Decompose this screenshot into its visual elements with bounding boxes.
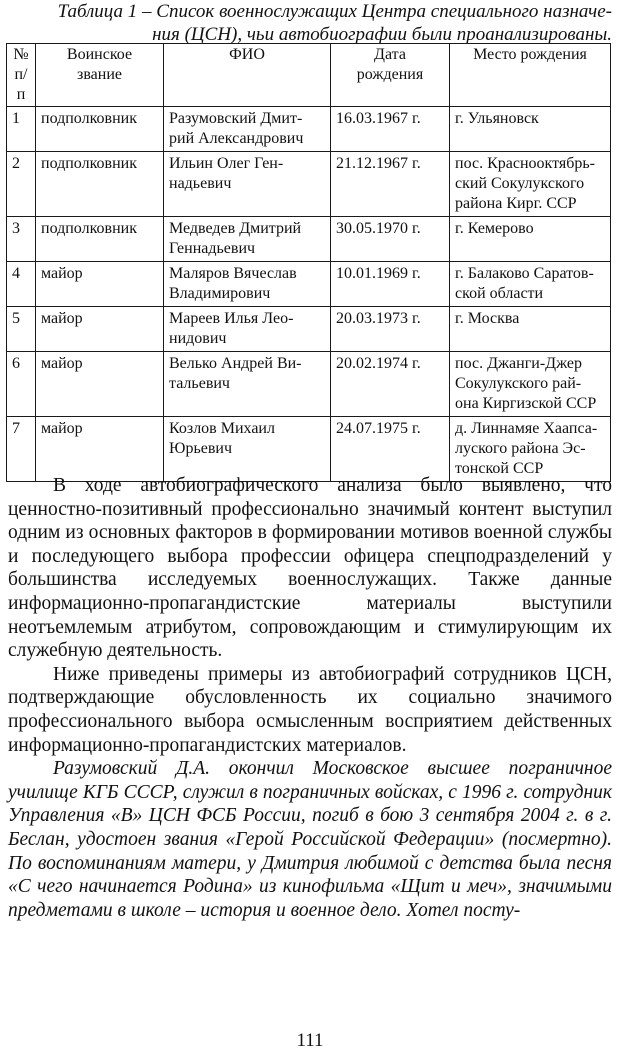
cell-rank: майор xyxy=(36,352,164,417)
cell-text: Геннадьевич xyxy=(169,240,256,257)
cell-birth-date: 20.03.1973 г. xyxy=(331,307,450,352)
cell-birth-date: 10.01.1969 г. xyxy=(331,262,450,307)
table-caption xyxy=(8,0,612,46)
page-number: 111 xyxy=(296,1030,324,1051)
cell-name xyxy=(164,152,331,217)
cell-rank: майор xyxy=(36,262,164,307)
header-text: ФИО xyxy=(229,46,265,63)
header-num xyxy=(7,44,36,107)
cell-text: ский Сокулукского xyxy=(455,175,585,192)
cell-rank: подполковник xyxy=(36,107,164,152)
servicemen-table xyxy=(6,43,611,482)
cell-text: она Киргизской ССР xyxy=(455,395,597,412)
table-row xyxy=(7,152,611,217)
cell-text: рий Александрович xyxy=(169,130,304,147)
cell-name xyxy=(164,217,331,262)
header-rank xyxy=(36,44,164,107)
cell-birth-date: 24.07.1975 г. xyxy=(331,417,450,482)
cell-text: района Кирг. ССР xyxy=(455,195,577,212)
caption-line: ния (ЦСН), чьи автобиографии были проанализированы. xyxy=(152,24,612,45)
cell-text: Юрьевич xyxy=(169,440,233,457)
cell-text: нидович xyxy=(169,330,227,347)
header-text: № xyxy=(13,46,29,63)
cell-birth-date: 30.05.1970 г. xyxy=(331,217,450,262)
cell-num: 6 xyxy=(7,352,36,417)
cell-birth-place xyxy=(450,417,611,482)
header-text: рождения xyxy=(356,66,424,83)
cell-rank: майор xyxy=(36,417,164,482)
table-row xyxy=(7,352,611,417)
cell-rank: подполковник xyxy=(36,217,164,262)
cell-text: Мареев Илья Лео- xyxy=(169,310,294,327)
cell-birth-place xyxy=(450,107,611,152)
cell-num: 2 xyxy=(7,152,36,217)
cell-birth-date: 16.03.1967 г. xyxy=(331,107,450,152)
cell-text: г. Кемерово xyxy=(455,220,534,237)
table-row xyxy=(7,217,611,262)
table-row xyxy=(7,262,611,307)
cell-text: пос. Краснооктябрь- xyxy=(455,155,595,172)
cell-name xyxy=(164,417,331,482)
paragraph: В ходе автобиографического анализа было выявлено, что ценностно-позитивный профессионально значимый контент выступил одним из основных факторов в формировании мотивов военной службы и последующего выбора профессии офицера спецподразделений у большинства исследуемых военнослужащих. Также данные информационно-пропагандистские материалы выступили неотъемлемым атрибутом, сопровождающим и стимулирующим их служебную деятельность. xyxy=(8,475,612,662)
cell-text: ской области xyxy=(455,285,544,302)
cell-text: Велько Андрей Ви- xyxy=(169,355,302,372)
cell-text: пос. Джанги-Джер xyxy=(455,355,583,372)
header-name xyxy=(164,44,331,107)
cell-text: г. Москва xyxy=(455,310,520,327)
cell-birth-place xyxy=(450,152,611,217)
cell-num: 5 xyxy=(7,307,36,352)
cell-text: луского района Эс- xyxy=(455,440,586,457)
cell-rank: подполковник xyxy=(36,152,164,217)
cell-birth-place xyxy=(450,262,611,307)
cell-text: г. Балаково Саратов- xyxy=(455,265,594,282)
cell-num: 1 xyxy=(7,107,36,152)
cell-text: Ильин Олег Ген- xyxy=(169,155,284,172)
header-text: Место рождения xyxy=(473,46,587,63)
header-birth-date xyxy=(331,44,450,107)
header-birth-place xyxy=(450,44,611,107)
cell-name xyxy=(164,262,331,307)
caption-line: Таблица 1 – Список военнослужащих Центра специального назначе- xyxy=(57,1,612,22)
cell-text: д. Линнамяе Хаапса- xyxy=(455,420,598,437)
cell-num: 7 xyxy=(7,417,36,482)
body-text xyxy=(8,474,612,922)
cell-birth-date: 21.12.1967 г. xyxy=(331,152,450,217)
cell-birth-date: 20.02.1974 г. xyxy=(331,352,450,417)
cell-text: Медведев Дмитрий xyxy=(169,220,302,237)
paragraph-biography: Разумовский Д.А. окончил Московское высшее пограничное училище КГБ СССР, служил в пограничных войсках, с 1996 г. сотрудник Управления «В» ЦСН ФСБ России, погиб в бою 3 сентября 2004 г. в г. Беслан, удостоен звания «Герой Российской Федерации» (посмертно). По воспоминаниям матери, у Дмитрия любимой с детства была песня «С чего начинается Родина» из кинофильма «Щит и меч», значимыми предметами в школе – история и военное дело. Хотел посту- xyxy=(8,758,612,921)
table-row xyxy=(7,417,611,482)
cell-name xyxy=(164,107,331,152)
cell-text: тальевич xyxy=(169,375,230,392)
cell-birth-place xyxy=(450,352,611,417)
table-body xyxy=(7,107,611,482)
table-row xyxy=(7,107,611,152)
cell-num: 3 xyxy=(7,217,36,262)
cell-birth-place xyxy=(450,217,611,262)
header-text: Воинское xyxy=(66,46,133,63)
table-header-row xyxy=(7,44,611,107)
header-text: п/п xyxy=(14,66,28,103)
cell-name xyxy=(164,307,331,352)
header-text: Дата xyxy=(374,46,406,63)
cell-text: Сокулукского рай- xyxy=(455,375,582,392)
cell-text: Владимирович xyxy=(169,285,271,302)
cell-text: Маляров Вячеслав xyxy=(169,265,297,282)
cell-rank: майор xyxy=(36,307,164,352)
cell-text: Козлов Михаил xyxy=(169,420,275,437)
cell-num: 4 xyxy=(7,262,36,307)
table-row xyxy=(7,307,611,352)
paragraph: Ниже приведены примеры из автобиографий сотрудников ЦСН, подтверждающие обусловленность их социально значимого профессионального выбора осмысленным восприятием действенных информационно-пропагандистских материалов. xyxy=(8,663,612,756)
cell-text: г. Ульяновск xyxy=(455,110,539,127)
cell-text: тонской ССР xyxy=(455,460,544,477)
cell-birth-place xyxy=(450,307,611,352)
cell-text: надьевич xyxy=(169,175,232,192)
cell-text: Разумовский Дмит- xyxy=(169,110,303,127)
cell-name xyxy=(164,352,331,417)
header-text: звание xyxy=(77,66,122,83)
servicemen-table-wrap xyxy=(6,43,610,482)
